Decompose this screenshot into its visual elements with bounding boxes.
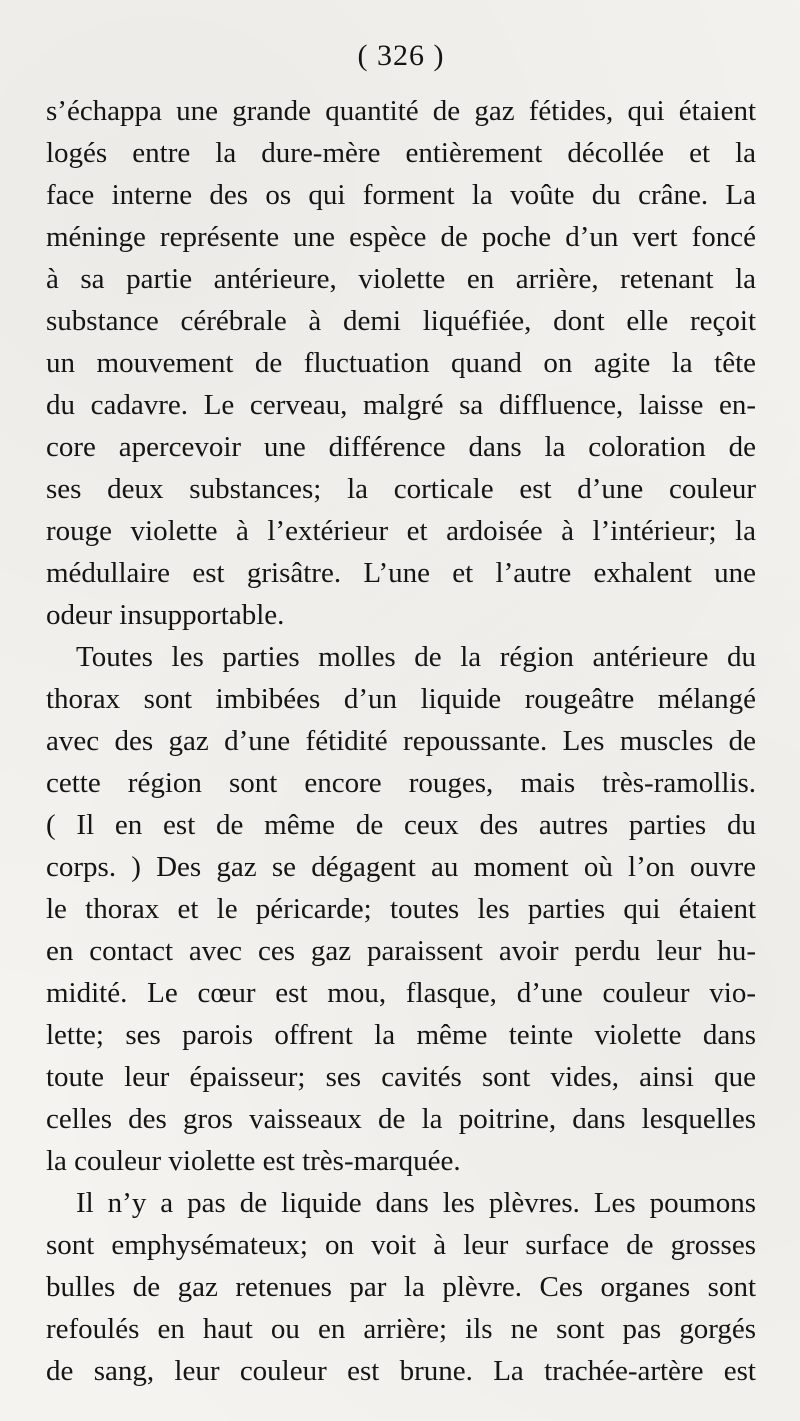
text-line: à sa partie antérieure, violette en arrière, retenant la [46, 263, 756, 295]
text-line: lette; ses parois offrent la même teinte violette dans [46, 1019, 756, 1051]
text-line: core apercevoir une différence dans la coloration de [46, 431, 756, 463]
text-line: médullaire est grisâtre. L’une et l’autre exhalent une [46, 557, 756, 589]
paragraph [46, 90, 756, 636]
page-number: ( 326 ) [357, 39, 445, 72]
text-line: avec des gaz d’une fétidité repoussante. Les muscles de [46, 725, 756, 757]
text-line: face interne des os qui forment la voûte du crâne. La [46, 179, 756, 211]
text-line: s’échappa une grande quantité de gaz fétides, qui étaient [46, 95, 756, 127]
text-line: ses deux substances; la corticale est d’une couleur [46, 473, 756, 505]
text-line: celles des gros vaisseaux de la poitrine, dans lesquelles [46, 1103, 756, 1135]
text-line: Toutes les parties molles de la région antérieure du [76, 641, 756, 673]
text-line: odeur insupportable. [46, 599, 285, 631]
text-line: le thorax et le péricarde; toutes les parties qui étaient [46, 893, 756, 925]
text-line: refoulés en haut ou en arrière; ils ne sont pas gorgés [46, 1313, 756, 1345]
text-line: ( Il en est de même de ceux des autres parties du [46, 809, 756, 841]
text-line: un mouvement de fluctuation quand on agite la tête [46, 347, 756, 379]
paragraph [46, 1182, 756, 1392]
text-line: en contact avec ces gaz paraissent avoir perdu leur hu- [46, 935, 756, 967]
text-line: substance cérébrale à demi liquéfiée, dont elle reçoit [46, 305, 756, 337]
text-line: toute leur épaisseur; ses cavités sont vides, ainsi que [46, 1061, 756, 1093]
text-line: méninge représente une espèce de poche d’un vert foncé [46, 221, 756, 253]
text-line: la couleur violette est très-marquée. [46, 1145, 461, 1177]
text-line: Il n’y a pas de liquide dans les plèvres. Les poumons [76, 1187, 756, 1219]
text-line: midité. Le cœur est mou, flasque, d’une couleur vio- [46, 977, 756, 1009]
body-text [46, 90, 756, 1392]
paragraph [46, 636, 756, 1182]
text-line: sont emphysémateux; on voit à leur surface de grosses [46, 1229, 756, 1261]
text-line: thorax sont imbibées d’un liquide rougeâtre mélangé [46, 683, 756, 715]
text-line: de sang, leur couleur est brune. La trachée-artère est [46, 1355, 756, 1387]
text-line: corps. ) Des gaz se dégagent au moment où l’on ouvre [46, 851, 756, 883]
text-line: bulles de gaz retenues par la plèvre. Ces organes sont [46, 1271, 756, 1303]
text-line: du cadavre. Le cerveau, malgré sa diffluence, laisse en- [46, 389, 756, 421]
text-line: logés entre la dure-mère entièrement décollée et la [46, 137, 756, 169]
text-line: cette région sont encore rouges, mais très-ramollis. [46, 767, 756, 799]
text-line: rouge violette à l’extérieur et ardoisée à l’intérieur; la [46, 515, 756, 547]
